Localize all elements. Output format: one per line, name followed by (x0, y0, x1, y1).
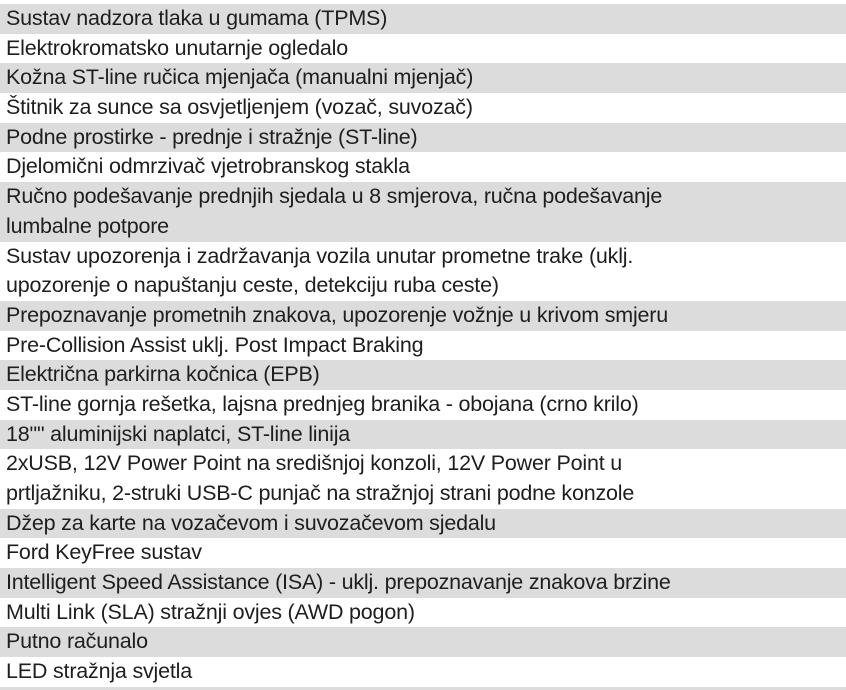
feature-row (0, 4, 846, 34)
feature-row (0, 657, 846, 687)
feature-row (0, 420, 846, 450)
feature-text: Prepoznavanje prometnih znakova, upozorenje vožnje u krivom smjeru (6, 302, 669, 327)
feature-row (0, 301, 846, 331)
feature-row (0, 568, 846, 598)
feature-row (0, 390, 846, 420)
feature-row (0, 331, 846, 361)
feature-text: upozorenje o napuštanju ceste, detekciju ruba ceste) (6, 273, 499, 298)
feature-text: Džep za karte na vozačevom i suvozačevom sjedalu (6, 510, 496, 535)
feature-row (0, 509, 846, 539)
feature-row (0, 538, 846, 568)
feature-row (0, 627, 846, 657)
feature-text: Multi Link (SLA) stražnji ovjes (AWD pogon) (6, 599, 415, 624)
feature-text: Djelomični odmrzivač vjetrobranskog stakla (6, 154, 410, 179)
feature-row (0, 598, 846, 628)
feature-row (0, 152, 846, 182)
feature-text: Intelligent Speed Assistance (ISA) - uklj. prepoznavanje znakova brzine (6, 570, 671, 595)
feature-text: Putno računalo (6, 629, 148, 654)
feature-text: ST-line gornja rešetka, lajsna prednjeg branika - obojana (crno krilo) (6, 391, 639, 416)
feature-text: LED stražnja svjetla (6, 659, 192, 684)
feature-text: Kožna ST-line ručica mjenjača (manualni mjenjač) (6, 65, 474, 90)
feature-text: Podne prostirke - prednje i stražnje (ST-line) (6, 124, 418, 149)
feature-text: 18"" aluminijski naplatci, ST-line linija (6, 421, 351, 446)
feature-text: Elektrokromatsko unutarnje ogledalo (6, 35, 348, 60)
feature-row (0, 123, 846, 153)
feature-row (0, 34, 846, 64)
feature-text: Pre-Collision Assist uklj. Post Impact Braking (6, 332, 424, 357)
feature-row (0, 242, 846, 301)
feature-text: Štitnik za sunce sa osvjetljenjem (vozač, suvozač) (6, 95, 473, 120)
feature-text: Sustav upozorenja i zadržavanja vozila unutar prometne trake (uklj. (6, 243, 634, 268)
feature-text: Ručno podešavanje prednjih sjedala u 8 smjerova, ručna podešavanje (6, 184, 663, 209)
feature-row (0, 93, 846, 123)
feature-row (0, 360, 846, 390)
feature-text: Ford KeyFree sustav (6, 540, 202, 565)
feature-row (0, 63, 846, 93)
feature-row (0, 449, 846, 508)
feature-text: prtljažniku, 2-struki USB-C punjač na stražnjoj strani podne konzole (6, 481, 635, 505)
feature-row (0, 182, 846, 241)
feature-text: lumbalne potpore (6, 213, 169, 238)
feature-text: Električna parkirna kočnica (EPB) (6, 362, 320, 387)
feature-text: Sustav nadzora tlaka u gumama (TPMS) (6, 6, 388, 30)
feature-text: 2xUSB, 12V Power Point na središnjoj konzoli, 12V Power Point u (6, 451, 623, 476)
